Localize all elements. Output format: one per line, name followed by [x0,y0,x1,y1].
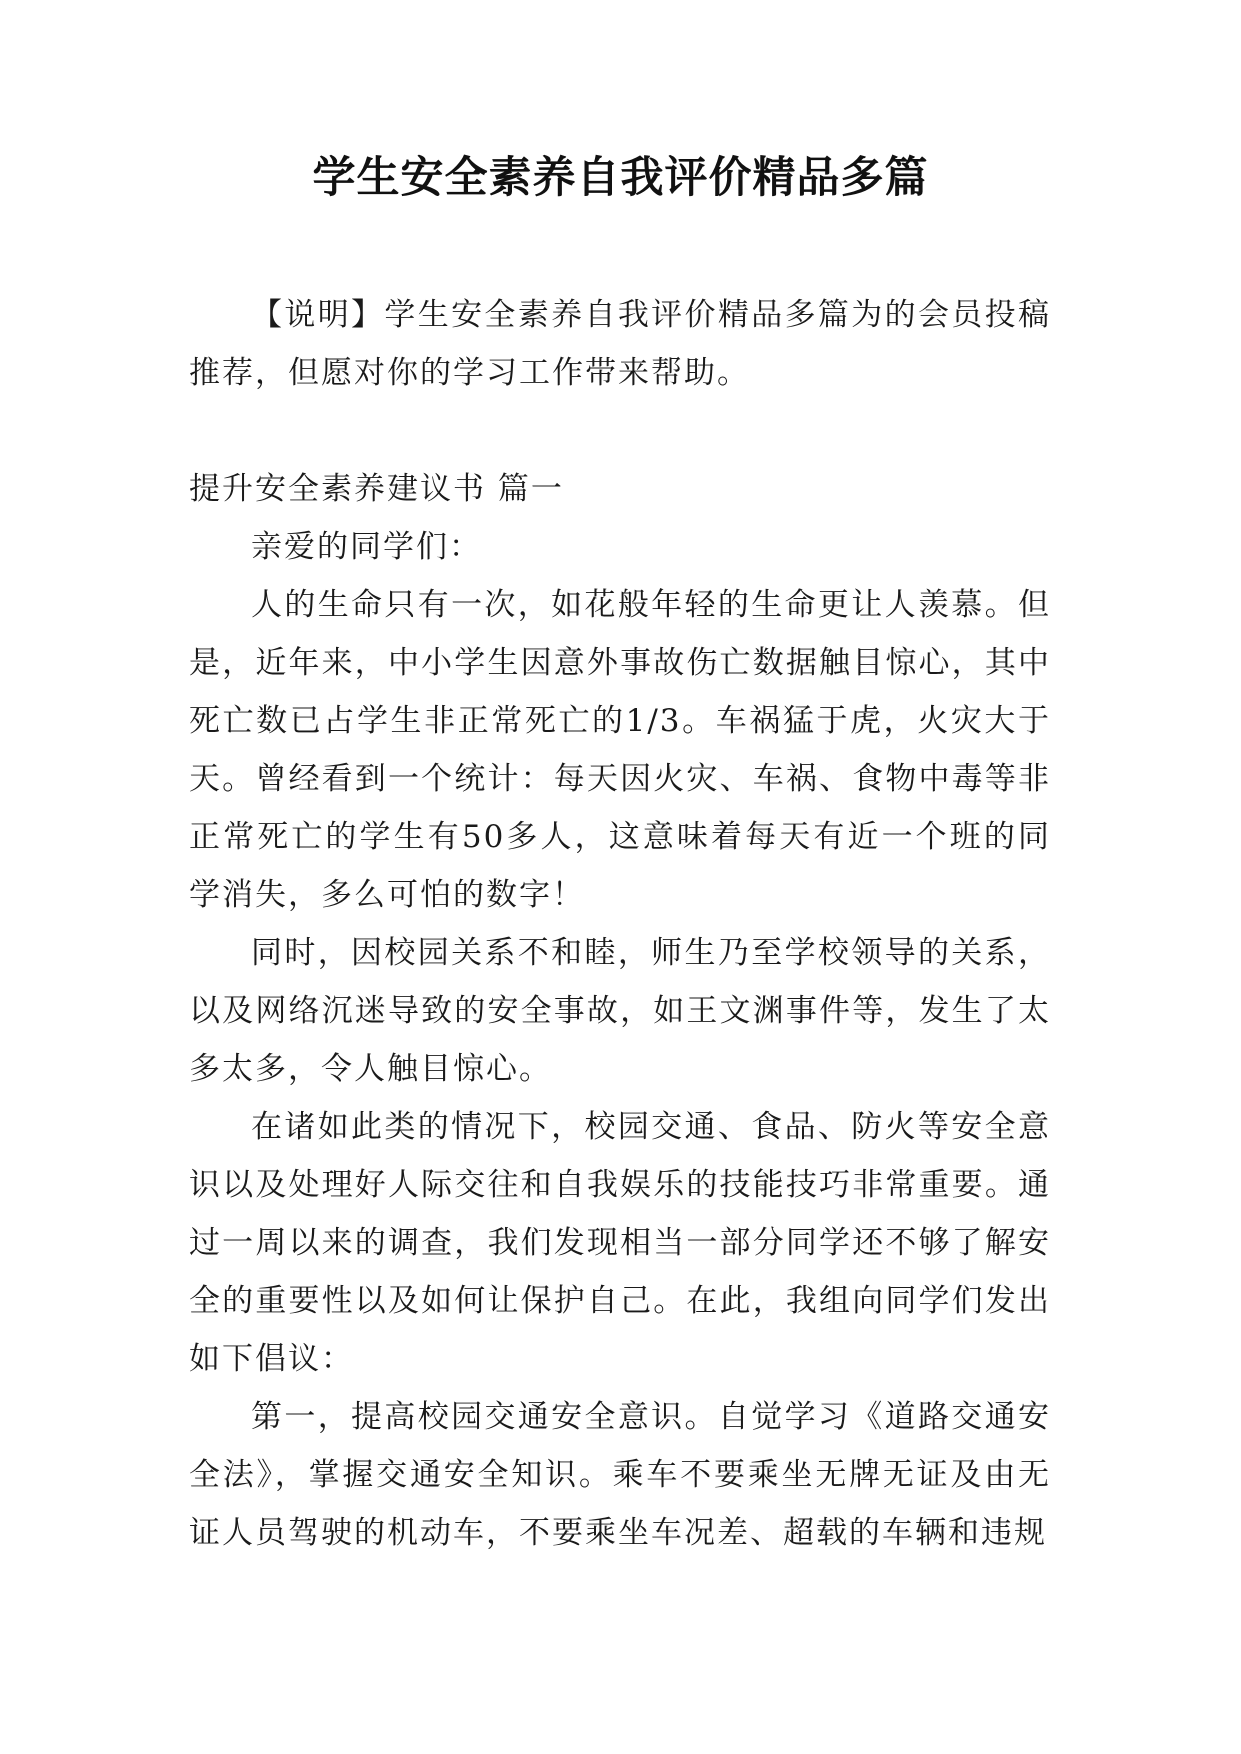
intro-paragraph: 【说明】学生安全素养自我评价精品多篇为的会员投稿推荐，但愿对你的学习工作带来帮助。 [189,297,1051,391]
body-paragraph: 人的生命只有一次，如花般年轻的生命更让人羡慕。但是，近年来，中小学生因意外事故伤亡数据触目惊心，其中死亡数已占学生非正常死亡的1/3。车祸猛于虎，火灾大于天。曾经看到一个统计：每天因火灾、车祸、食物中毒等非正常死亡的学生有50多人，这意味着每天有近一个班的同学消失，多么可怕的数字！ [189,587,1051,913]
salutation: 亲爱的同学们： [251,529,482,565]
intro-block [189,286,1051,402]
document-title: 学生安全素养自我评价精品多篇 [312,153,929,203]
article-body [189,460,1051,1562]
body-paragraph: 同时，因校园关系不和睦，师生乃至学校领导的关系，以及网络沉迷导致的安全事故，如王文渊事件等，发生了太多太多，令人触目惊心。 [189,935,1051,1087]
body-paragraph: 在诸如此类的情况下，校园交通、食品、防火等安全意识以及处理好人际交往和自我娱乐的技能技巧非常重要。通过一周以来的调查，我们发现相当一部分同学还不够了解安全的重要性以及如何让保护自己。在此，我组向同学们发出如下倡议： [189,1109,1051,1377]
section-heading: 提升安全素养建议书 篇一 [189,471,564,507]
body-paragraph: 第一，提高校园交通安全意识。自觉学习《道路交通安全法》，掌握交通安全知识。乘车不要乘坐无牌无证及由无证人员驾驶的机动车，不要乘坐车况差、超载的车辆和违规 [189,1399,1051,1551]
